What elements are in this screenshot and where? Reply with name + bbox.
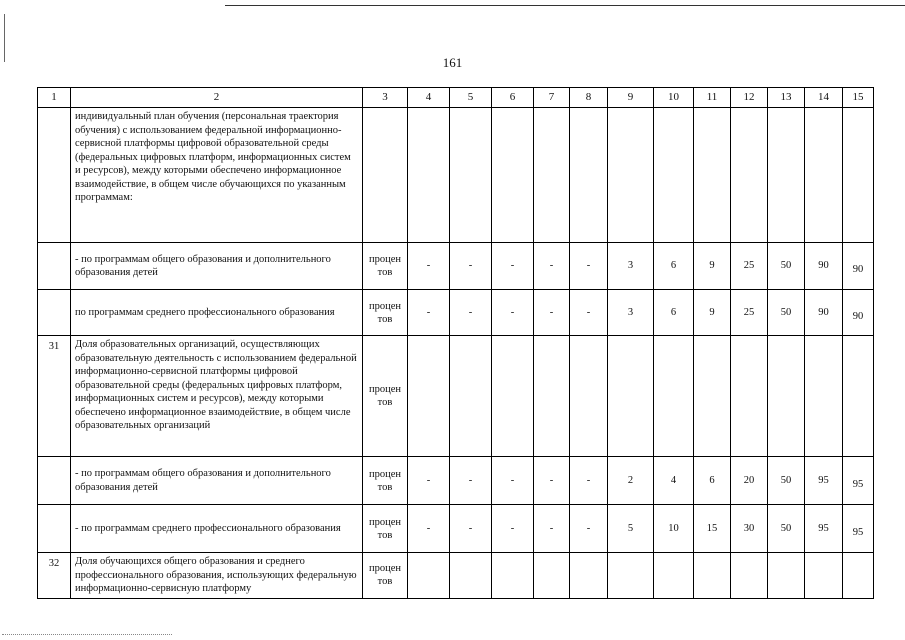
indicator-name-cell: - по программам среднего профессионального образования [71,505,363,553]
header-cell: 6 [492,88,534,108]
value-cell [492,108,534,243]
row-number-cell [38,457,71,505]
value-cell: 50 [768,243,805,290]
value-cell: - [450,243,492,290]
value-cell [492,336,534,457]
value-cell [731,108,768,243]
value-cell [768,553,805,599]
value-cell [408,108,450,243]
value-cell: 15 [694,505,731,553]
value-cell: 10 [654,505,694,553]
table-row [38,290,874,336]
unit-cell: процен тов [363,243,408,290]
value-cell: 50 [768,290,805,336]
value-cell: 3 [608,290,654,336]
value-cell: - [450,457,492,505]
table-row [38,553,874,599]
row-number-cell: 31 [38,336,71,457]
table-row [38,336,874,457]
value-cell [534,336,570,457]
value-cell: 2 [608,457,654,505]
value-cell: 95 [843,457,874,505]
value-cell: - [492,505,534,553]
value-cell [450,336,492,457]
value-cell: - [450,505,492,553]
value-cell: - [408,457,450,505]
unit-cell: процен тов [363,553,408,599]
unit-cell [363,108,408,243]
row-number-cell [38,108,71,243]
value-cell [608,336,654,457]
value-cell [768,336,805,457]
header-cell: 13 [768,88,805,108]
page-number: 161 [442,55,463,70]
value-cell: 25 [731,243,768,290]
header-cell: 12 [731,88,768,108]
value-cell [534,108,570,243]
value-cell: - [534,243,570,290]
value-cell: - [570,505,608,553]
value-cell: 4 [654,457,694,505]
value-cell [805,108,843,243]
header-cell: 9 [608,88,654,108]
value-cell: - [408,243,450,290]
value-cell [534,553,570,599]
value-cell [805,336,843,457]
value-cell: - [570,290,608,336]
value-cell: 9 [694,243,731,290]
value-cell: 90 [843,243,874,290]
value-cell: 50 [768,457,805,505]
value-cell: 95 [805,457,843,505]
value-cell [843,553,874,599]
value-cell: - [408,290,450,336]
value-cell [731,553,768,599]
table-row [38,457,874,505]
header-cell: 7 [534,88,570,108]
value-cell [843,336,874,457]
value-cell: 95 [805,505,843,553]
value-cell: 9 [694,290,731,336]
value-cell [608,108,654,243]
value-cell: 3 [608,243,654,290]
value-cell [694,553,731,599]
indicator-name-cell: Доля обучающихся общего образования и среднего профессионального образования, использующих федеральную информационно-сервисную платформу [71,553,363,599]
value-cell: - [492,243,534,290]
value-cell: - [450,290,492,336]
value-cell [843,108,874,243]
header-cell: 3 [363,88,408,108]
value-cell [731,336,768,457]
value-cell [654,336,694,457]
value-cell [450,108,492,243]
header-cell: 8 [570,88,608,108]
value-cell [694,108,731,243]
value-cell [492,553,534,599]
indicator-name-cell: индивидуальный план обучения (персональная траектория обучения) с использованием федеральной информационно-сервисной платформы цифровой образовательной среды (федеральных цифровых платформ, информационных систем и ресурсов), между которыми обеспечено информационное взаимодействие, в общем числе обучающихся по указанным программам: [71,108,363,243]
value-cell: 6 [694,457,731,505]
top-rule [225,5,905,6]
value-cell [768,108,805,243]
value-cell: 25 [731,290,768,336]
header-cell: 11 [694,88,731,108]
header-cell: 4 [408,88,450,108]
unit-cell: процен тов [363,457,408,505]
header-cell: 5 [450,88,492,108]
table-row [38,505,874,553]
value-cell [570,108,608,243]
row-number-cell: 32 [38,553,71,599]
row-number-cell [38,243,71,290]
header-cell: 10 [654,88,694,108]
header-cell: 14 [805,88,843,108]
value-cell [450,553,492,599]
value-cell: 5 [608,505,654,553]
value-cell: - [408,505,450,553]
value-cell: - [492,457,534,505]
value-cell [694,336,731,457]
unit-cell: процен тов [363,505,408,553]
value-cell [608,553,654,599]
table-header-row [38,88,874,108]
value-cell: - [570,457,608,505]
indicator-name-cell: - по программам общего образования и дополнительного образования детей [71,243,363,290]
value-cell: 6 [654,290,694,336]
value-cell: 95 [843,505,874,553]
value-cell [408,336,450,457]
unit-cell: процен тов [363,336,408,457]
indicators-table [37,87,874,599]
value-cell [805,553,843,599]
value-cell: 90 [843,290,874,336]
header-cell: 15 [843,88,874,108]
table-row [38,243,874,290]
value-cell [408,553,450,599]
row-number-cell [38,505,71,553]
header-cell: 2 [71,88,363,108]
table-row [38,108,874,243]
value-cell: 90 [805,290,843,336]
value-cell: - [534,290,570,336]
value-cell: - [570,243,608,290]
bottom-scan-marks [2,634,172,636]
value-cell: - [534,505,570,553]
value-cell: - [492,290,534,336]
value-cell [570,553,608,599]
indicator-name-cell: Доля образовательных организаций, осуществляющих образовательную деятельность с использованием федеральной информационно-сервисной платформы цифровой образовательной среды (федеральных цифровых платформ, информационных систем и ресурсов), между которыми обеспечено информационное взаимодействие, в общем числе образовательных организаций [71,336,363,457]
value-cell [654,553,694,599]
value-cell: 30 [731,505,768,553]
value-cell [570,336,608,457]
unit-cell: процен тов [363,290,408,336]
value-cell: 90 [805,243,843,290]
indicator-name-cell: - по программам общего образования и дополнительного образования детей [71,457,363,505]
row-number-cell [38,290,71,336]
header-cell: 1 [38,88,71,108]
value-cell: 20 [731,457,768,505]
value-cell: - [534,457,570,505]
value-cell: 50 [768,505,805,553]
value-cell [654,108,694,243]
indicator-name-cell: по программам среднего профессионального образования [71,290,363,336]
value-cell: 6 [654,243,694,290]
